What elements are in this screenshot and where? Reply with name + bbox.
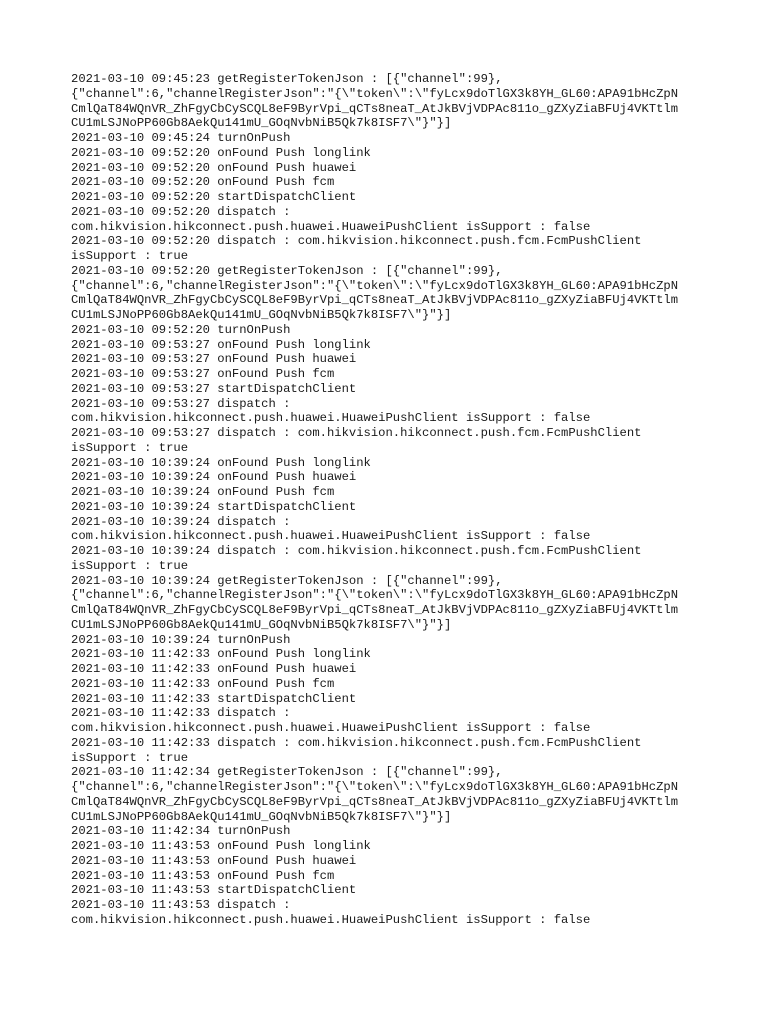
log-line: 2021-03-10 09:53:27 dispatch : com.hikvision.hikconnect.push.fcm.FcmPushClient <box>71 426 642 440</box>
log-line: 2021-03-10 11:43:53 onFound Push huawei <box>71 853 357 868</box>
log-line: {"channel":6,"channelRegisterJson":"{\"token\":\"fyLcx9doTlGX3k8YH_GL60:APA91bHcZpN <box>71 278 679 293</box>
log-line: 2021-03-10 11:43:53 onFound Push fcm <box>71 868 335 883</box>
log-line: 2021-03-10 10:39:24 onFound Push fcm <box>71 485 335 499</box>
log-line: 2021-03-10 09:53:27 onFound Push fcm <box>71 367 335 381</box>
log-line: com.hikvision.hikconnect.push.huawei.HuaweiPushClient isSupport : false <box>71 411 591 426</box>
log-line: 2021-03-10 11:42:34 getRegisterTokenJson : [{"channel":99}, <box>71 765 503 780</box>
log-line: 2021-03-10 11:42:34 turnOnPush <box>71 824 291 839</box>
log-line: com.hikvision.hikconnect.push.huawei.HuaweiPushClient isSupport : false <box>71 529 591 544</box>
log-line: com.hikvision.hikconnect.push.huawei.HuaweiPushClient isSupport : false <box>71 721 591 735</box>
log-line: CU1mLSJNoPP60Gb8AekQu141mU_GOqNvbNiB5Qk7k8ISF7\"}"}] <box>71 809 452 824</box>
log-line: 2021-03-10 09:52:20 turnOnPush <box>71 322 291 337</box>
log-line: 2021-03-10 09:53:27 startDispatchClient <box>71 381 357 396</box>
log-line: 2021-03-10 10:39:24 onFound Push huawei <box>71 470 357 485</box>
log-line: 2021-03-10 11:42:33 dispatch : com.hikvision.hikconnect.push.fcm.FcmPushClient <box>71 735 642 750</box>
log-line: CU1mLSJNoPP60Gb8AekQu141mU_GOqNvbNiB5Qk7k8ISF7\"}"}] <box>71 617 452 632</box>
log-line: 2021-03-10 10:39:24 dispatch : <box>71 514 291 529</box>
log-line: 2021-03-10 10:39:24 startDispatchClient <box>71 499 357 514</box>
log-line: 2021-03-10 10:39:24 turnOnPush <box>71 632 291 647</box>
log-body <box>71 72 711 928</box>
log-line: 2021-03-10 09:52:20 getRegisterTokenJson : [{"channel":99}, <box>71 263 503 278</box>
log-line: 2021-03-10 09:52:20 dispatch : <box>71 204 291 219</box>
log-line: CmlQaT84WQnVR_ZhFgyCbCySCQL8eF9ByrVpi_qCTs8neaT_AtJkBVjVDPAc811o_gZXyZiaBFUj4VKTtlm <box>71 794 679 809</box>
log-line: 2021-03-10 10:39:24 getRegisterTokenJson : [{"channel":99}, <box>71 573 503 588</box>
log-line: 2021-03-10 09:53:27 dispatch : <box>71 396 291 411</box>
log-line: 2021-03-10 11:43:53 dispatch : <box>71 898 291 912</box>
log-line: CU1mLSJNoPP60Gb8AekQu141mU_GOqNvbNiB5Qk7k8ISF7\"}"}] <box>71 116 452 131</box>
log-line: 2021-03-10 10:39:24 onFound Push longlink <box>71 455 371 470</box>
log-line: CmlQaT84WQnVR_ZhFgyCbCySCQL8eF9ByrVpi_qCTs8neaT_AtJkBVjVDPAc811o_gZXyZiaBFUj4VKTtlm <box>71 293 679 308</box>
log-line: 2021-03-10 10:39:24 dispatch : com.hikvision.hikconnect.push.fcm.FcmPushClient <box>71 544 642 558</box>
log-line: 2021-03-10 09:52:20 onFound Push huawei <box>71 160 357 175</box>
log-line: com.hikvision.hikconnect.push.huawei.HuaweiPushClient isSupport : false <box>71 912 591 927</box>
log-line: 2021-03-10 11:42:33 startDispatchClient <box>71 691 357 706</box>
log-line: isSupport : true <box>71 249 189 263</box>
log-line: 2021-03-10 09:52:20 onFound Push longlink <box>71 145 371 160</box>
log-line: CmlQaT84WQnVR_ZhFgyCbCySCQL8eF9ByrVpi_qCTs8neaT_AtJkBVjVDPAc811o_gZXyZiaBFUj4VKTtlm <box>71 101 679 116</box>
log-line: {"channel":6,"channelRegisterJson":"{\"token\":\"fyLcx9doTlGX3k8YH_GL60:APA91bHcZpN <box>71 588 679 603</box>
log-line: 2021-03-10 11:43:53 startDispatchClient <box>71 883 357 898</box>
log-line: isSupport : true <box>71 440 189 455</box>
log-line: 2021-03-10 11:43:53 onFound Push longlink <box>71 839 371 853</box>
log-line: 2021-03-10 11:42:33 dispatch : <box>71 706 291 721</box>
log-line: 2021-03-10 09:52:20 startDispatchClient <box>71 190 357 204</box>
log-line: 2021-03-10 09:52:20 dispatch : com.hikvision.hikconnect.push.fcm.FcmPushClient <box>71 234 642 249</box>
log-line: 2021-03-10 09:53:27 onFound Push huawei <box>71 352 357 367</box>
log-line: {"channel":6,"channelRegisterJson":"{\"token\":\"fyLcx9doTlGX3k8YH_GL60:APA91bHcZpN <box>71 780 679 794</box>
log-line: 2021-03-10 11:42:33 onFound Push longlink <box>71 647 371 662</box>
log-document <box>71 72 711 928</box>
log-line: 2021-03-10 09:53:27 onFound Push longlink <box>71 337 371 352</box>
log-line: {"channel":6,"channelRegisterJson":"{\"token\":\"fyLcx9doTlGX3k8YH_GL60:APA91bHcZpN <box>71 86 679 101</box>
log-line: 2021-03-10 09:45:24 turnOnPush <box>71 131 291 145</box>
log-line: 2021-03-10 11:42:33 onFound Push huawei <box>71 662 357 676</box>
log-line: isSupport : true <box>71 558 189 573</box>
log-line: 2021-03-10 09:52:20 onFound Push fcm <box>71 175 335 190</box>
log-line: 2021-03-10 11:42:33 onFound Push fcm <box>71 676 335 691</box>
log-line: isSupport : true <box>71 750 189 765</box>
log-line: 2021-03-10 09:45:23 getRegisterTokenJson : [{"channel":99}, <box>71 72 503 86</box>
log-line: com.hikvision.hikconnect.push.huawei.HuaweiPushClient isSupport : false <box>71 219 591 234</box>
log-line: CU1mLSJNoPP60Gb8AekQu141mU_GOqNvbNiB5Qk7k8ISF7\"}"}] <box>71 308 452 322</box>
log-line: CmlQaT84WQnVR_ZhFgyCbCySCQL8eF9ByrVpi_qCTs8neaT_AtJkBVjVDPAc811o_gZXyZiaBFUj4VKTtlm <box>71 603 679 617</box>
